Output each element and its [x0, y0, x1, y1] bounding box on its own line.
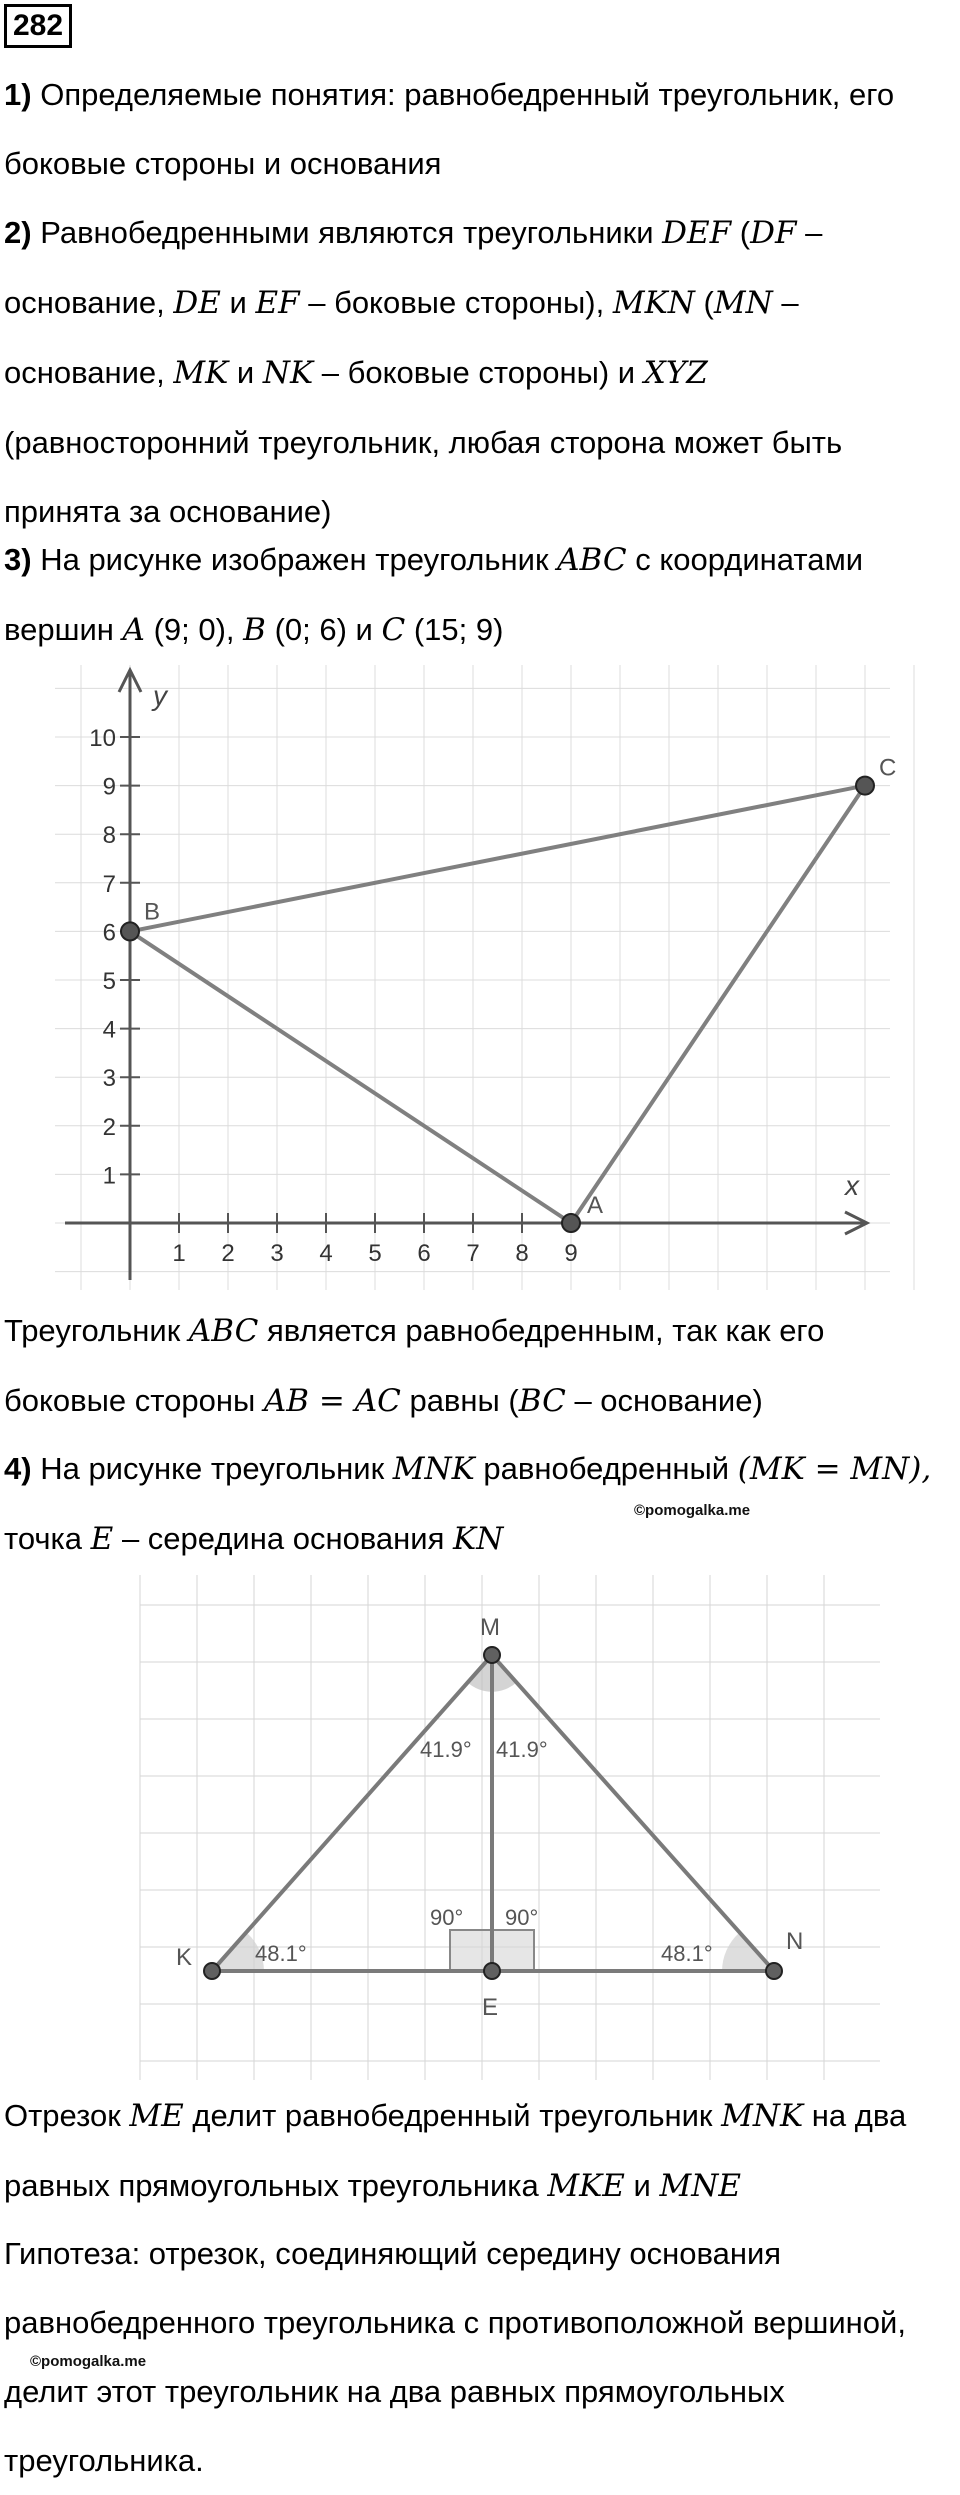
- math: ABC: [188, 1313, 259, 1349]
- math: DE: [173, 285, 221, 321]
- label-c: C: [879, 754, 897, 782]
- y-tick-label: 8: [102, 822, 116, 850]
- triangle-sides: [130, 786, 865, 1223]
- math: B: [243, 612, 266, 648]
- math: BC: [518, 1383, 566, 1419]
- math: C: [381, 612, 406, 648]
- math: MNK: [392, 1451, 475, 1487]
- x-tick-label: 4: [319, 1240, 333, 1267]
- math: AB = AC: [263, 1383, 401, 1419]
- text: на два равных прямоугольных треугольника: [4, 2098, 907, 2203]
- math: MK: [173, 355, 229, 391]
- x-tick-label: 7: [466, 1240, 480, 1267]
- y-tick-label: 4: [102, 1016, 116, 1044]
- tick-labels: [89, 725, 577, 1267]
- paragraph-3: [4, 525, 954, 665]
- triangle-mnk-graph: [140, 1575, 880, 2080]
- y-tick-label: 6: [102, 919, 116, 947]
- math: EF: [255, 285, 300, 321]
- point-a: [562, 1214, 580, 1232]
- paragraph-2: 2) Равнобедренными являются треугольники DEF (DF – основание, DE и EF – боковые стороны), MKN (MN – основание, MK и NK – боковые стороны) и XYZ (равносторонний треугольник, любая сторона может быть принята за основание): [4, 215, 843, 529]
- point-k: [204, 1963, 220, 1979]
- point-c: [856, 777, 874, 795]
- y-tick-label: 2: [102, 1113, 116, 1141]
- y-tick-label: 7: [102, 870, 116, 898]
- item-number: 1): [4, 77, 32, 112]
- math: MN: [713, 285, 773, 321]
- y-tick-label: 10: [89, 725, 116, 752]
- math: MNE: [659, 2168, 741, 2204]
- x-tick-label: 1: [172, 1240, 186, 1267]
- paragraph-3b: [4, 1296, 954, 1436]
- text: (0; 6) и: [274, 612, 373, 647]
- item-number: 4): [4, 1451, 32, 1486]
- math: DEF: [662, 215, 732, 251]
- math: A: [122, 612, 145, 648]
- math: XYZ: [643, 355, 708, 391]
- text: – основание): [574, 1383, 763, 1418]
- angle-k: 48.1°: [255, 1941, 307, 1966]
- paragraph-5: [4, 2081, 954, 2221]
- text: с координатами вершин: [4, 542, 864, 647]
- text: боковые стороны) и: [347, 355, 636, 390]
- item-number: 2): [4, 215, 32, 250]
- angle-n: 48.1°: [661, 1941, 713, 1966]
- point-n: [766, 1963, 782, 1979]
- x-tick-label: 9: [564, 1240, 578, 1267]
- text: и: [633, 2168, 651, 2203]
- label-a: A: [587, 1192, 604, 1219]
- text: делит равнобедренный треугольник: [192, 2098, 713, 2133]
- text: точка: [4, 1521, 83, 1556]
- coordinate-plane-graph: [55, 665, 897, 1290]
- grid: [55, 665, 914, 1290]
- math: ABC: [557, 542, 627, 578]
- point-e: [484, 1963, 500, 1979]
- math: KN: [453, 1521, 504, 1557]
- text: Равнобедренными являются треугольники: [40, 215, 654, 250]
- watermark: ©pomogalka.me: [634, 1502, 751, 1519]
- math: E: [90, 1521, 114, 1557]
- paragraph-1: [4, 60, 954, 198]
- text: боковые стороны),: [334, 285, 605, 320]
- text: основание,: [4, 355, 165, 390]
- label-n: N: [786, 1928, 804, 1955]
- math: NK: [262, 355, 314, 391]
- text: (15; 9): [413, 612, 504, 647]
- math: MNK: [721, 2098, 804, 2134]
- text: – середина основания: [121, 1521, 445, 1556]
- text: основание,: [4, 285, 165, 320]
- x-tick-label: 6: [417, 1240, 431, 1267]
- angle-e-left: 90°: [430, 1905, 464, 1930]
- label-e: E: [482, 1994, 499, 2021]
- grid: [140, 1575, 880, 2080]
- math: MKE: [547, 2168, 625, 2204]
- y-tick-label: 3: [102, 1065, 116, 1093]
- x-tick-label: 2: [221, 1240, 235, 1267]
- text: (равносторонний треугольник, любая сторона может быть принята за основание): [4, 425, 843, 529]
- text: и: [236, 355, 255, 390]
- problem-number: 282: [4, 4, 72, 48]
- x-tick-label: 3: [270, 1240, 284, 1267]
- y-tick-label: 1: [102, 1162, 116, 1190]
- angle-e-right: 90°: [505, 1905, 539, 1930]
- point-m: [484, 1647, 500, 1663]
- math: DF: [750, 215, 797, 251]
- x-tick-label: 5: [368, 1240, 382, 1267]
- item-number: 3): [4, 542, 32, 577]
- angle-m-right: 41.9°: [496, 1737, 548, 1762]
- text: равны (: [409, 1383, 519, 1418]
- text: На рисунке треугольник: [40, 1451, 385, 1486]
- label-m: M: [480, 1614, 500, 1641]
- text: (9; 0),: [153, 612, 235, 647]
- watermark: ©pomogalka.me: [30, 2353, 147, 2370]
- x-axis-label: x: [845, 1170, 859, 1201]
- y-axis-label: y: [153, 680, 167, 711]
- label-k: K: [176, 1944, 193, 1971]
- text: Определяемые понятия: равнобедренный треугольник, его боковые стороны и основания: [4, 77, 895, 181]
- x-tick-label: 8: [515, 1240, 529, 1267]
- paragraph-hypothesis: Гипотеза: отрезок, соединяющий середину основания равнобедренного треугольника с противоположной вершиной, делит этот треугольник на два равных прямоугольных треугольника.: [4, 2236, 906, 2478]
- paragraph-4: [4, 1434, 954, 1574]
- text: Отрезок: [4, 2098, 121, 2133]
- angle-sector-n: [722, 1933, 774, 1971]
- text: является равнобедренным, так как его боковые стороны: [4, 1313, 825, 1418]
- y-tick-label: 5: [102, 968, 116, 995]
- text: и: [229, 285, 247, 320]
- y-tick-label: 9: [102, 773, 116, 801]
- text: На рисунке изображен треугольник: [40, 542, 549, 577]
- text: равнобедренный: [483, 1451, 730, 1486]
- label-b: B: [144, 898, 161, 926]
- math: (MK = MN),: [737, 1451, 932, 1487]
- point-b: [121, 922, 139, 940]
- axes: [65, 670, 867, 1280]
- math: MKN: [612, 285, 695, 321]
- math: ME: [129, 2098, 184, 2134]
- text: Треугольник: [4, 1313, 181, 1348]
- angle-m-left: 41.9°: [420, 1737, 472, 1762]
- triangle-abc: [121, 755, 896, 1232]
